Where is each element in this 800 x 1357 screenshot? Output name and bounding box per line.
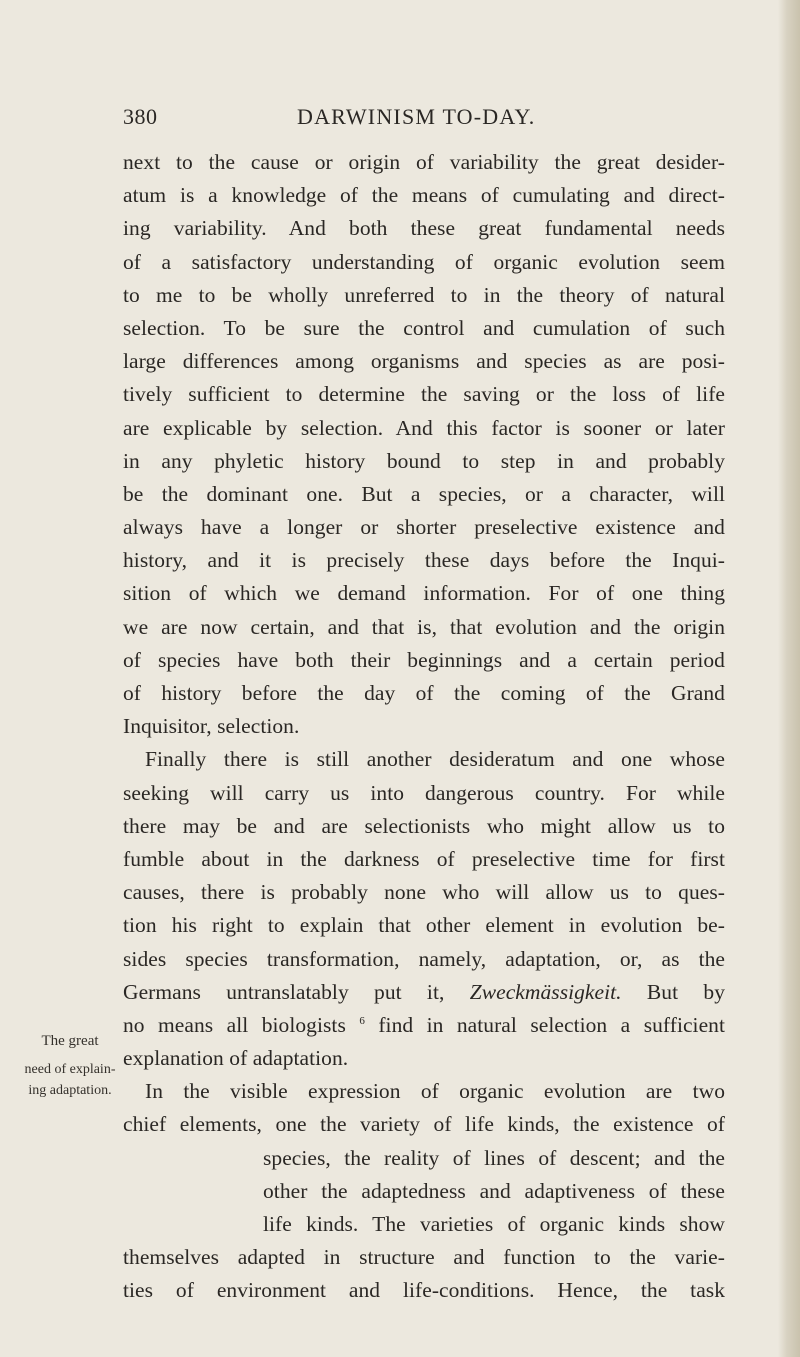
text-line: ties of environment and life-conditions. Hence, the task bbox=[123, 1278, 725, 1303]
text-line: Finally there is still another desideratum and one whose bbox=[145, 747, 725, 772]
text-line: tively sufficient to determine the saving or the loss of life bbox=[123, 382, 725, 407]
text-line: In the visible expression of organic evolution are two bbox=[145, 1079, 725, 1104]
text-line: in any phyletic history bound to step in and probably bbox=[123, 448, 725, 473]
running-head: DARWINISM TO-DAY. bbox=[297, 104, 536, 129]
text-line: explanation of adaptation. bbox=[123, 1046, 349, 1071]
body-text bbox=[123, 146, 725, 1308]
text-line: chief elements, one the variety of life kinds, the existence of bbox=[123, 1112, 725, 1137]
text-line: are explicable by selection. And this factor is sooner or later bbox=[123, 415, 725, 440]
text-line: of history before the day of the coming of the Grand bbox=[123, 681, 725, 705]
margin-note-line: The great bbox=[41, 1033, 99, 1049]
page-number: 380 bbox=[123, 104, 158, 129]
text-line: species, the reality of lines of descent; and the bbox=[263, 1145, 725, 1170]
text-line: next to the cause or origin of variability the great desider- bbox=[123, 150, 725, 174]
text-line: always have a longer or shorter preselective existence and bbox=[123, 515, 725, 540]
text-line: Inquisitor, selection. bbox=[123, 714, 300, 739]
text-segment: Germans untranslatably put it, bbox=[123, 979, 445, 1004]
text-line: to me to be wholly unreferred to in the theory of natural bbox=[123, 282, 725, 307]
text-line: there may be and are selectionists who might allow us to bbox=[123, 813, 725, 838]
text-line: other the adaptedness and adaptiveness of these bbox=[263, 1178, 725, 1203]
text-line: atum is a knowledge of the means of cumulating and direct- bbox=[123, 183, 725, 208]
text-line: of a satisfactory understanding of organic evolution seem bbox=[123, 249, 725, 274]
text-line: of species have both their beginnings and a certain period bbox=[123, 647, 725, 672]
text-line: ing variability. And both these great fundamental needs bbox=[123, 216, 725, 241]
text-line: causes, there is probably none who will allow us to ques- bbox=[123, 880, 725, 905]
text-line: we are now certain, and that is, that evolution and the origin bbox=[123, 614, 725, 639]
text-line-germans bbox=[123, 976, 725, 1009]
text-segment: But by bbox=[646, 979, 725, 1004]
text-line: large differences among organisms and species as are posi- bbox=[123, 349, 725, 374]
text-line: history, and it is precisely these days before the Inqui- bbox=[123, 548, 725, 573]
margin-note-line: ing adaptation. bbox=[28, 1083, 112, 1098]
text-line-biologists bbox=[123, 1009, 725, 1042]
text-line: selection. To be sure the control and cumulation of such bbox=[123, 315, 725, 340]
text-line: life kinds. The varieties of organic kinds show bbox=[263, 1212, 725, 1236]
text-segment: no means all biologists bbox=[123, 1012, 346, 1037]
margin-note-line: need of explain- bbox=[24, 1062, 116, 1077]
text-line: themselves adapted in structure and function to the varie- bbox=[123, 1245, 725, 1270]
italic-term: Zweckmässigkeit. bbox=[469, 979, 622, 1004]
text-line: fumble about in the darkness of preselective time for first bbox=[123, 846, 725, 871]
text-segment: find in natural selection a sufficient bbox=[378, 1012, 725, 1037]
text-line: sides species transformation, namely, adaptation, or, as the bbox=[123, 946, 725, 971]
page-header bbox=[0, 104, 800, 136]
footnote-marker: 6 bbox=[359, 1014, 365, 1027]
text-line: be the dominant one. But a species, or a character, will bbox=[123, 481, 725, 506]
text-line: sition of which we demand information. For of one thing bbox=[123, 581, 725, 606]
text-line: seeking will carry us into dangerous country. For while bbox=[123, 780, 725, 805]
margin-note bbox=[14, 1033, 126, 1099]
text-line: tion his right to explain that other element in evolution be- bbox=[123, 913, 725, 938]
page-edge bbox=[778, 0, 800, 1357]
